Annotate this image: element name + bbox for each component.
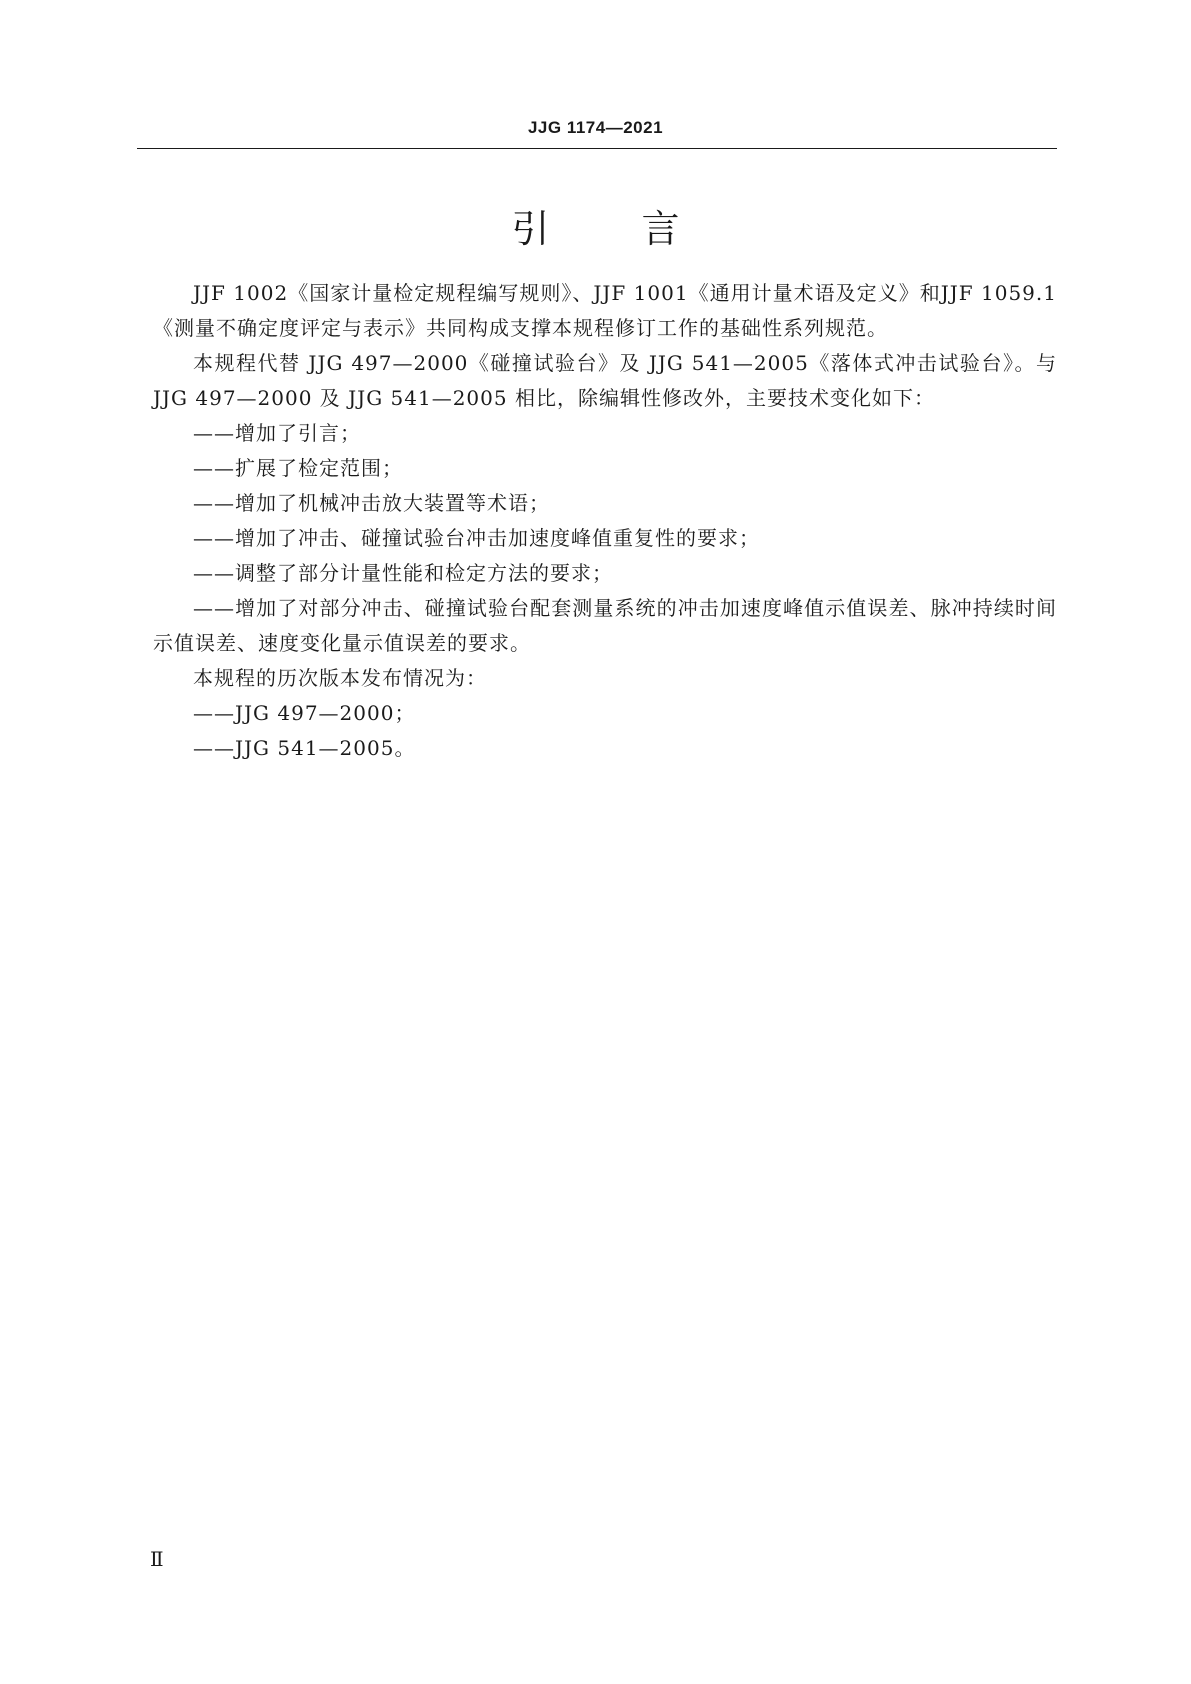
change-item: ——增加了引言； bbox=[193, 421, 361, 445]
title-char-2: 言 bbox=[641, 207, 680, 251]
header-divider bbox=[137, 148, 1057, 149]
change-item: ——增加了冲击、碰撞试验台冲击加速度峰值重复性的要求； bbox=[193, 526, 760, 550]
paragraph-basis: JJF 1002《国家计量检定规程编写规则》、JJF 1001《通用计量术语及定义》和JJF 1059.1《测量不确定度评定与表示》共同构成支撑本规程修订工作的基础性系列规范。 bbox=[153, 281, 1057, 340]
introduction-body bbox=[153, 276, 1057, 766]
history-item: ——JJG 497—2000； bbox=[193, 701, 416, 725]
change-item: ——扩展了检定范围； bbox=[193, 456, 403, 480]
change-item: ——增加了机械冲击放大装置等术语； bbox=[193, 491, 550, 515]
paragraph-history: 本规程的历次版本发布情况为： bbox=[193, 666, 487, 690]
history-item: ——JJG 541—2005。 bbox=[193, 736, 416, 760]
paragraph-replacement: 本规程代替 JJG 497—2000《碰撞试验台》及 JJG 541—2005《落体式冲击试验台》。与 JJG 497—2000 及 JJG 541—2005 相比，除编辑性修改外，主要技术变化如下： bbox=[153, 351, 1057, 410]
change-item: ——调整了部分计量性能和检定方法的要求； bbox=[193, 561, 613, 585]
title-char-1: 引 bbox=[511, 207, 550, 251]
page-number: Ⅱ bbox=[150, 1547, 164, 1571]
page-title bbox=[0, 198, 1191, 253]
change-item: ——增加了对部分冲击、碰撞试验台配套测量系统的冲击加速度峰值示值误差、脉冲持续时间示值误差、速度变化量示值误差的要求。 bbox=[153, 596, 1057, 655]
document-code-header: JJG 1174—2021 bbox=[527, 118, 664, 137]
